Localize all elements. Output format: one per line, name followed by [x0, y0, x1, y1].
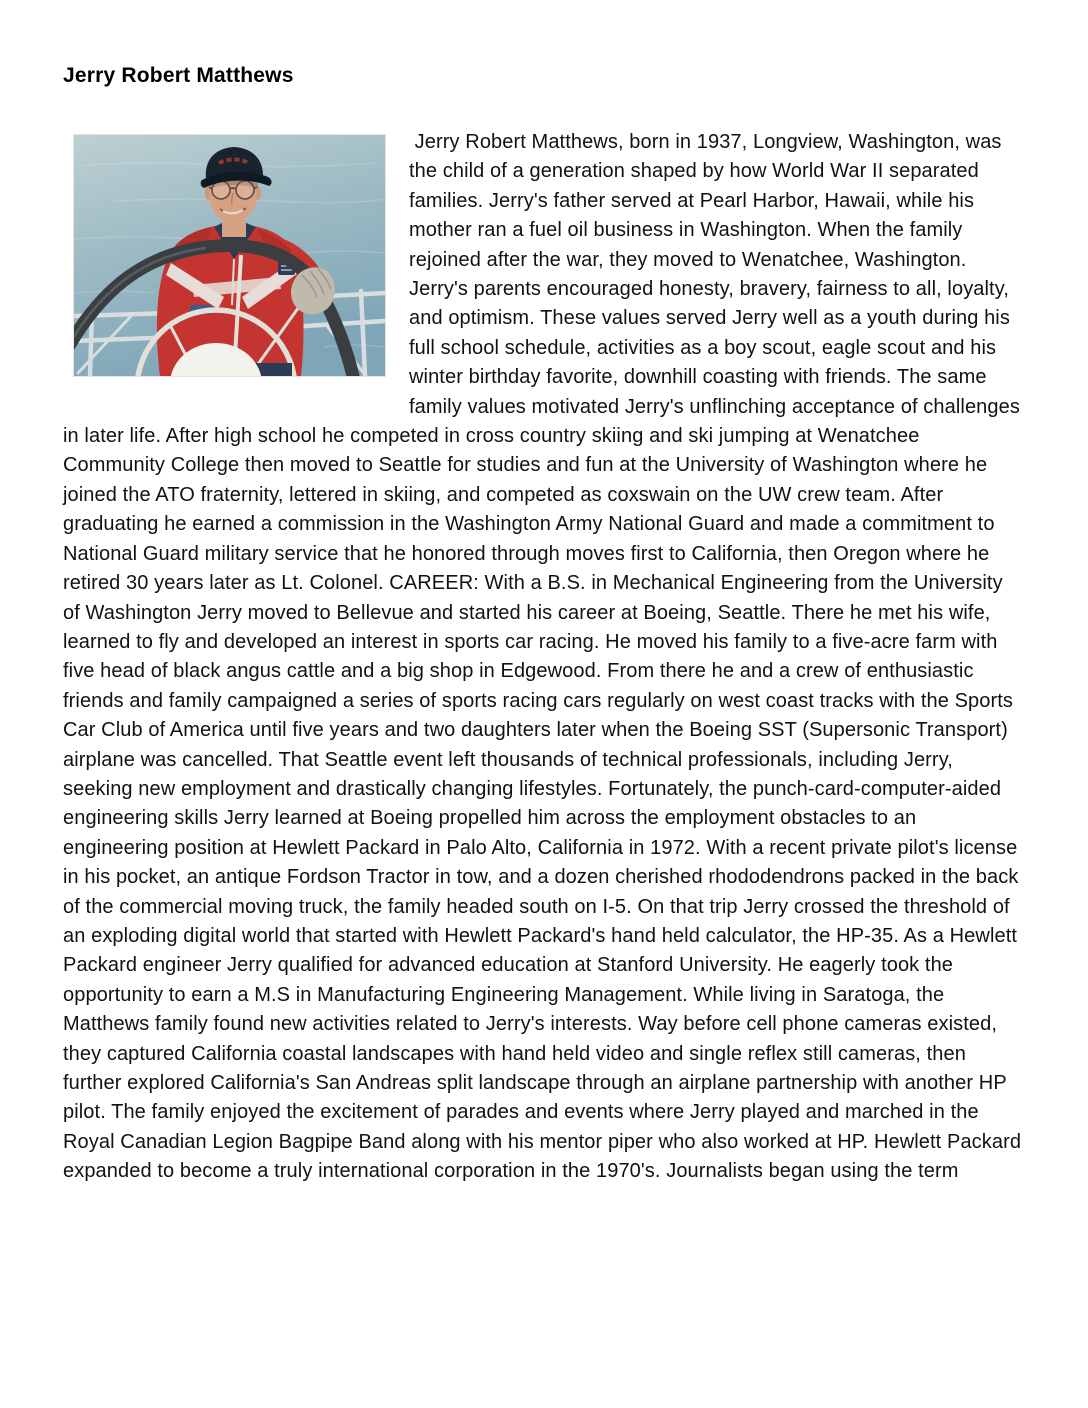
portrait-photo-art	[74, 135, 385, 376]
body-paragraph: Jerry Robert Matthews, born in 1937, Longview, Washington, was the child of a generation shaped by how World War II separated families. Jerry's father served at Pearl Harbor, Hawaii, while his mother ran a fuel oil business in Washington. When the family rejoined after the war, they moved to Wenatchee, Washington. Jerry's parents encouraged honesty, bravery, fairness to all, loyalty, and optimism. These values served Jerry well as a youth during his full school schedule, activities as a boy scout, eagle scout and his winter birthday favorite, downhill coasting with friends. The same family values motivated Jerry's unflinching acceptance of challenges in later life. After high school he competed in cross country skiing and ski jumping at Wenatchee Community College then moved to Seattle for studies and fun at the University of Washington where he joined the ATO fraternity, lettered in skiing, and competed as coxswain on the UW crew team. After graduating he earned a commission in the Washington Army National Guard and made a commitment to National Guard military service that he honored through moves first to California, then Oregon where he retired 30 years later as Lt. Colonel. CAREER: With a B.S. in Mechanical Engineering from the University of Washington Jerry moved to Bellevue and started his career at Boeing, Seattle. There he met his wife, learned to fly and developed an interest in sports car racing. He moved his family to a five-acre farm with five head of black angus cattle and a big shop in Edgewood. From there he and a crew of enthusiastic friends and family campaigned a series of sports racing cars regularly on west coast tracks with the Sports Car Club of America until five years and two daughters later when the Boeing SST (Supersonic Transport) airplane was cancelled. That Seattle event left thousands of technical professionals, including Jerry, seeking new employment and drastically changing lifestyles. Fortunately, the punch-card-computer-aided engineering skills Jerry learned at Boeing propelled him across the employment obstacles to an engineering position at Hewlett Packard in Palo Alto, California in 1972. With a recent private pilot's license in his pocket, an antique Fordson Tractor in tow, and a dozen cherished rhododendrons packed in the back of the commercial moving truck, the family headed south on I-5. On that trip Jerry crossed the threshold of an exploding digital world that started with Hewlett Packard's hand held calculator, the HP-35. As a Hewlett Packard engineer Jerry qualified for advanced education at Stanford University. He eagerly took the opportunity to earn a M.S in Manufacturing Engineering Management. While living in Saratoga, the Matthews family found new activities related to Jerry's interests. Way before cell phone cameras existed, they captured California coastal landscapes with hand held video and single reflex still cameras, then further explored California's San Andreas split landscape through an airplane partnership with another HP pilot. The family enjoyed the excitement of parades and events where Jerry played and marched in the Royal Canadian Legion Bagpipe Band along with his mentor piper who also worked at HP. Hewlett Packard expanded to become a truly international corporation in the 1970's. Journalists began using the term	[63, 131, 1027, 1183]
page-title: Jerry Robert Matthews	[63, 64, 294, 87]
article-body	[63, 128, 1025, 1187]
portrait-photo	[73, 134, 386, 377]
